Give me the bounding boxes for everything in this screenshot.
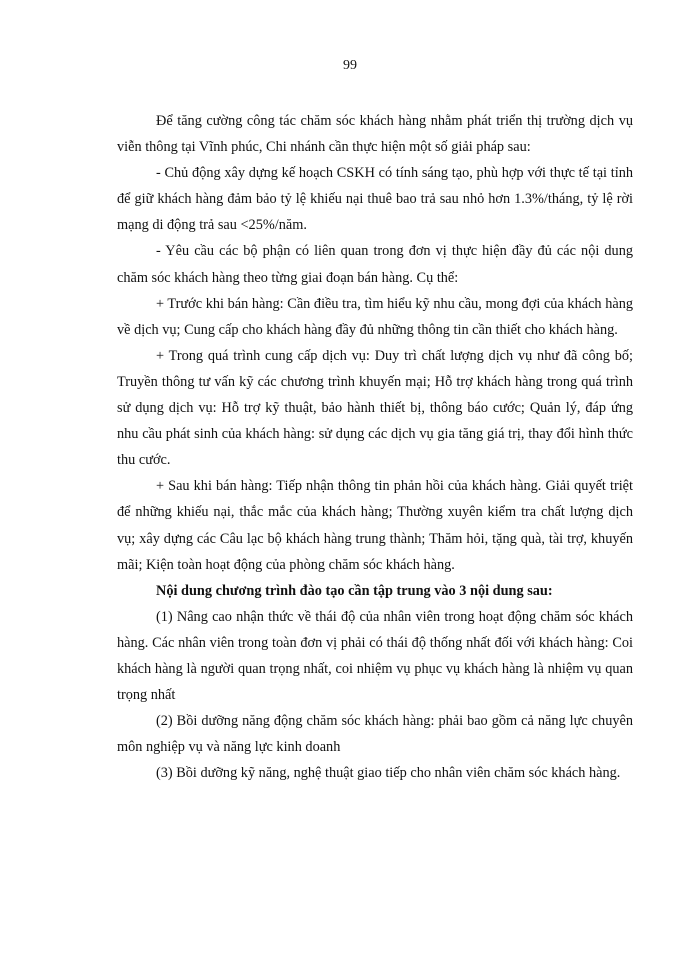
paragraph-before-sale: + Trước khi bán hàng: Cần điều tra, tìm hiểu kỹ nhu cầu, mong đợi của khách hàng về dịch vụ; Cung cấp cho khách hàng đầy đủ những thông tin cần thiết cho khách hàng. [117,295,633,338]
training-item-3: (3) Bồi dưỡng kỹ năng, nghệ thuật giao tiếp cho nhân viên chăm sóc khách hàng. [156,765,621,782]
paragraph-intro: Để tăng cường công tác chăm sóc khách hàng nhằm phát triển thị trường dịch vụ viễn thông tại Vĩnh phúc, Chi nhánh cần thực hiện một số giải pháp sau: [117,113,633,156]
paragraph-during-service: + Trong quá trình cung cấp dịch vụ: Duy trì chất lượng dịch vụ như đã công bố; Truyền thông tư vấn kỹ các chương trình khuyến mại; Hỗ trợ khách hàng trong quá trình sử dụng dịch vụ: Hỗ trợ kỹ thuật, bảo hành thiết bị, thông báo cước; Quản lý, đáp ứng nhu cầu phát sinh của khách hàng: sử dụng các dịch vụ gia tăng giá trị, thay đổi hình thức thu cước. [117,347,633,469]
training-heading: Nội dung chương trình đào tạo cần tập trung vào 3 nội dung sau: [156,582,553,599]
paragraph-after-sale: + Sau khi bán hàng: Tiếp nhận thông tin phản hồi của khách hàng. Giải quyết triệt để những khiếu nại, thắc mắc của khách hàng; Thường xuyên kiểm tra chất lượng dịch vụ; xây dựng các Câu lạc bộ khách hàng trung thành; Thăm hỏi, tặng quà, tài trợ, khuyến mãi; Kiện toàn hoạt động của phòng chăm sóc khách hàng. [117,478,633,573]
training-item-2: (2) Bồi dưỡng năng động chăm sóc khách hàng: phải bao gồm cả năng lực chuyên môn nghiệp vụ và năng lực kinh doanh [117,713,633,756]
page-number: 99 [343,58,357,73]
document-body [117,108,633,786]
paragraph-requirements: - Yêu cầu các bộ phận có liên quan trong đơn vị thực hiện đầy đủ các nội dung chăm sóc khách hàng theo từng giai đoạn bán hàng. Cụ thể: [117,243,633,286]
paragraph-plan: - Chủ động xây dựng kế hoạch CSKH có tính sáng tạo, phù hợp với thực tế tại tỉnh để giữ khách hàng đảm bảo tỷ lệ khiếu nại thuê bao trả sau nhỏ hơn 1.3%/tháng, tỷ lệ rời mạng di động trả sau <25%/năm. [117,165,633,234]
training-item-1: (1) Nâng cao nhận thức về thái độ của nhân viên trong hoạt động chăm sóc khách hàng. Các nhân viên trong toàn đơn vị phải có thái độ thống nhất đối với khách hàng: Coi khách hàng là người quan trọng nhất, coi nhiệm vụ phục vụ khách hàng là nhiệm vụ quan trọng nhất [117,608,633,704]
